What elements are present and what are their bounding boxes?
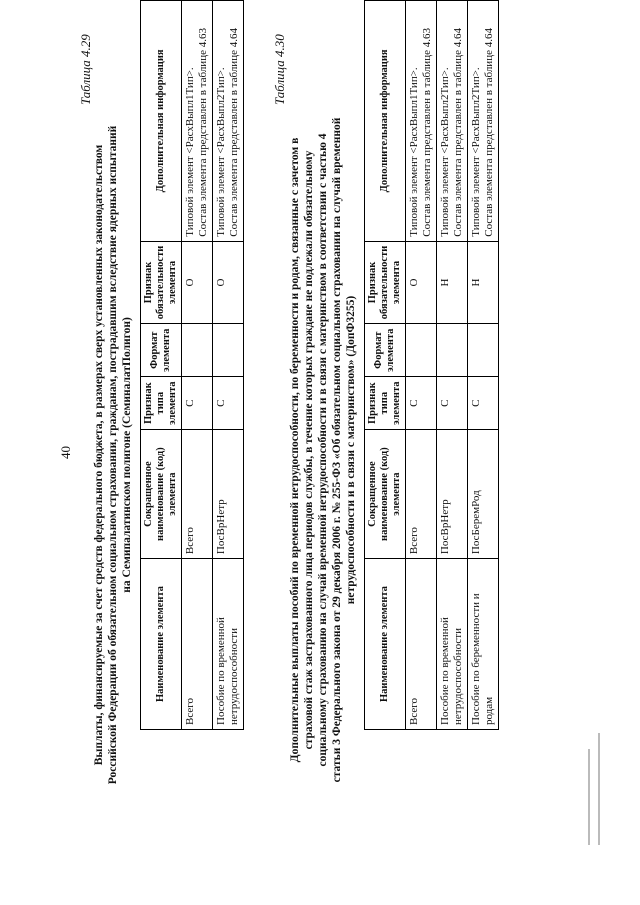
cell-name: Пособие по временной нетрудоспособности (213, 559, 244, 730)
cell-name: Пособие по временной нетрудоспособности (437, 559, 468, 730)
col-header-code: Сокращенное наименование (код) элемента (365, 430, 406, 559)
cell-info (468, 1, 499, 242)
col-header-format: Формат элемента (141, 324, 182, 377)
col-header-required: Признак обязательности элемента (365, 241, 406, 324)
info-line: Состав элемента представлен в таблице 4.64 (483, 28, 495, 237)
col-header-type: Признак типа элемента (365, 377, 406, 430)
table-4-29-title (92, 105, 134, 805)
table-row (468, 1, 499, 730)
info-line: Типовой элемент <РасхВыпл2Тип>. (215, 67, 227, 237)
info-line: Типовой элемент <РасхВыпл1Тип>. (184, 67, 196, 237)
cell-format (437, 324, 468, 377)
title-line: на Семипалатинском полигоне (СеминалатПолигон) (121, 317, 133, 593)
table-4-30-title (288, 65, 358, 835)
cell-type: С (182, 377, 213, 430)
table-4-30 (364, 0, 499, 730)
title-line: статьи 3 Федерального закона от 29 декабря 2006 г. № 255-ФЗ «Об обязательном социальном страховании на случай временной (331, 117, 343, 783)
cell-required: Н (468, 241, 499, 324)
cell-code: Всего (406, 430, 437, 559)
col-header-required: Признак обязательности элемента (141, 241, 182, 324)
table-4-29-label: Таблица 4.29 (78, 34, 93, 105)
cell-format (406, 324, 437, 377)
table-row (406, 1, 437, 730)
table-4-29 (140, 0, 244, 730)
cell-name: Всего (182, 559, 213, 730)
table-header-row (141, 1, 182, 730)
info-line: Типовой элемент <РасхВыпл2Тип>. (439, 67, 451, 237)
col-header-type: Признак типа элемента (141, 377, 182, 430)
cell-code: ПосВрНетр (437, 430, 468, 559)
table-header-row (365, 1, 406, 730)
info-line: Состав элемента представлен в таблице 4.63 (421, 28, 433, 237)
cell-code: ПосБеремРод (468, 430, 499, 559)
info-line: Типовой элемент <РасхВыпл2Тип>. (470, 67, 482, 237)
cell-required: Н (437, 241, 468, 324)
cell-code: Всего (182, 430, 213, 559)
cell-info (437, 1, 468, 242)
cell-info (406, 1, 437, 242)
faint-stamp (585, 725, 612, 845)
title-line: социальному страхованию на случай временной нетрудоспособности и в связи с материнством в соответствии с частью 4 (317, 133, 329, 767)
table-row (182, 1, 213, 730)
col-header-info: Дополнительная информация (141, 1, 182, 242)
cell-format (213, 324, 244, 377)
col-header-name: Наименование элемента (365, 559, 406, 730)
title-line: нетрудоспособности и в связи с материнством» (ДопФ3255) (345, 295, 357, 605)
cell-required: О (213, 241, 244, 324)
cell-format (182, 324, 213, 377)
title-line: страховой стаж застрахованного лица периодов службы, в течение которых граждане не подлежали обязательному (303, 150, 315, 750)
table-4-30-label: Таблица 4.30 (272, 34, 287, 105)
cell-required: О (182, 241, 213, 324)
col-header-name: Наименование элемента (141, 559, 182, 730)
col-header-code: Сокращенное наименование (код) элемента (141, 430, 182, 559)
cell-type: С (213, 377, 244, 430)
cell-type: С (406, 377, 437, 430)
cell-type: С (468, 377, 499, 430)
cell-type: С (437, 377, 468, 430)
title-line: Дополнительные выплаты пособий по временной нетрудоспособности, по беременности и родам, связанные с зачетом в (289, 137, 301, 763)
col-header-info: Дополнительная информация (365, 1, 406, 242)
title-line: Выплаты, финансируемые за счет средств федерального бюджета, в размерах сверх установленных законодательством (93, 144, 105, 766)
stamp-marks-icon (585, 725, 609, 845)
col-header-format: Формат элемента (365, 324, 406, 377)
table-row (213, 1, 244, 730)
cell-name: Пособие по беременности и родам (468, 559, 499, 730)
info-line: Состав элемента представлен в таблице 4.64 (228, 28, 240, 237)
cell-name: Всего (406, 559, 437, 730)
info-line: Типовой элемент <РасхВыпл1Тип>. (408, 67, 420, 237)
table-row (437, 1, 468, 730)
info-line: Состав элемента представлен в таблице 4.63 (197, 28, 209, 237)
cell-format (468, 324, 499, 377)
cell-required: О (406, 241, 437, 324)
info-line: Состав элемента представлен в таблице 4.64 (452, 28, 464, 237)
title-line: Российской Федерации об обязательном социальном страховании, гражданам, пострадавшим вследствие ядерных испытаний (107, 125, 119, 785)
page-number: 40 (58, 446, 73, 459)
cell-info (182, 1, 213, 242)
cell-code: ПосВрНетр (213, 430, 244, 559)
cell-info (213, 1, 244, 242)
